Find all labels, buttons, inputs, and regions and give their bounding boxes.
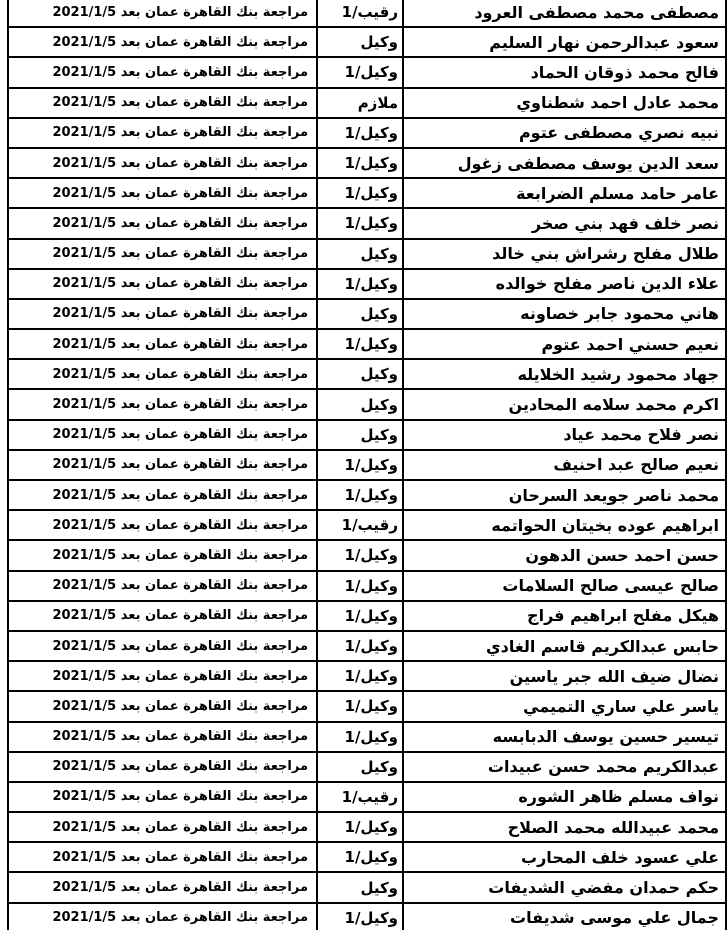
- name-cell: جمال علي موسى شديفات: [403, 903, 726, 930]
- rank-cell: وكيل/1: [317, 842, 403, 872]
- name-cell: ياسر علي ساري التميمي: [403, 691, 726, 721]
- note-cell: مراجعة بنك القاهرة عمان بعد 2021/1/5: [8, 903, 317, 930]
- note-cell: مراجعة بنك القاهرة عمان بعد 2021/1/5: [8, 842, 317, 872]
- note-cell: مراجعة بنك القاهرة عمان بعد 2021/1/5: [8, 782, 317, 812]
- table-row: [8, 480, 726, 510]
- name-cell: محمد عبيدالله محمد الصلاح: [403, 812, 726, 842]
- note-cell: مراجعة بنك القاهرة عمان بعد 2021/1/5: [8, 359, 317, 389]
- rank-cell: وكيل: [317, 359, 403, 389]
- rank-cell: وكيل/1: [317, 661, 403, 691]
- rank-cell: وكيل: [317, 239, 403, 269]
- note-cell: مراجعة بنك القاهرة عمان بعد 2021/1/5: [8, 691, 317, 721]
- rank-cell: وكيل/1: [317, 540, 403, 570]
- note-cell: مراجعة بنك القاهرة عمان بعد 2021/1/5: [8, 118, 317, 148]
- name-cell: هاني محمود جابر خصاونه: [403, 299, 726, 329]
- table-row: [8, 631, 726, 661]
- note-cell: مراجعة بنك القاهرة عمان بعد 2021/1/5: [8, 0, 317, 27]
- note-cell: مراجعة بنك القاهرة عمان بعد 2021/1/5: [8, 178, 317, 208]
- table-row: [8, 389, 726, 419]
- name-cell: محمد ناصر جويعد السرحان: [403, 480, 726, 510]
- note-cell: مراجعة بنك القاهرة عمان بعد 2021/1/5: [8, 480, 317, 510]
- name-cell: نعيم حسني احمد عتوم: [403, 329, 726, 359]
- table-row: [8, 239, 726, 269]
- name-cell: هيكل مفلح ابراهيم فراج: [403, 601, 726, 631]
- name-cell: نصر فلاح محمد عياد: [403, 420, 726, 450]
- note-cell: مراجعة بنك القاهرة عمان بعد 2021/1/5: [8, 88, 317, 118]
- rank-cell: رقيب/1: [317, 0, 403, 27]
- note-cell: مراجعة بنك القاهرة عمان بعد 2021/1/5: [8, 601, 317, 631]
- table-row: [8, 782, 726, 812]
- rank-cell: وكيل/1: [317, 450, 403, 480]
- table-row: [8, 329, 726, 359]
- rank-cell: وكيل/1: [317, 480, 403, 510]
- table-row: [8, 903, 726, 930]
- name-cell: عامر حامد مسلم الضرابعة: [403, 178, 726, 208]
- note-cell: مراجعة بنك القاهرة عمان بعد 2021/1/5: [8, 722, 317, 752]
- note-cell: مراجعة بنك القاهرة عمان بعد 2021/1/5: [8, 661, 317, 691]
- rank-cell: وكيل: [317, 27, 403, 57]
- rank-cell: وكيل: [317, 299, 403, 329]
- note-cell: مراجعة بنك القاهرة عمان بعد 2021/1/5: [8, 872, 317, 902]
- table-row: [8, 571, 726, 601]
- rank-cell: وكيل/1: [317, 118, 403, 148]
- rank-cell: وكيل: [317, 420, 403, 450]
- table-row: [8, 722, 726, 752]
- note-cell: مراجعة بنك القاهرة عمان بعد 2021/1/5: [8, 540, 317, 570]
- note-cell: مراجعة بنك القاهرة عمان بعد 2021/1/5: [8, 27, 317, 57]
- rank-cell: وكيل: [317, 389, 403, 419]
- note-cell: مراجعة بنك القاهرة عمان بعد 2021/1/5: [8, 420, 317, 450]
- name-cell: حسن احمد حسن الدهون: [403, 540, 726, 570]
- table-row: [8, 842, 726, 872]
- table-row: [8, 359, 726, 389]
- table-row: [8, 57, 726, 87]
- rank-cell: رقيب/1: [317, 782, 403, 812]
- table-row: [8, 540, 726, 570]
- rank-cell: وكيل/1: [317, 903, 403, 930]
- name-cell: جهاد محمود رشيد الخلايله: [403, 359, 726, 389]
- table-row: [8, 420, 726, 450]
- rank-cell: وكيل/1: [317, 722, 403, 752]
- table-row: [8, 269, 726, 299]
- table-row: [8, 691, 726, 721]
- name-cell: تيسير حسين يوسف الدبابسه: [403, 722, 726, 752]
- table-row: [8, 208, 726, 238]
- name-cell: علي عسود خلف المحارب: [403, 842, 726, 872]
- personnel-roster-table: [7, 0, 727, 930]
- rank-cell: ملازم: [317, 88, 403, 118]
- rank-cell: وكيل/1: [317, 329, 403, 359]
- note-cell: مراجعة بنك القاهرة عمان بعد 2021/1/5: [8, 752, 317, 782]
- rank-cell: وكيل/1: [317, 178, 403, 208]
- name-cell: حكم حمدان مفضي الشديفات: [403, 872, 726, 902]
- name-cell: طلال مفلح رشراش بني خالد: [403, 239, 726, 269]
- name-cell: سعد الدين يوسف مصطفى زغول: [403, 148, 726, 178]
- name-cell: نصر خلف فهد بني صخر: [403, 208, 726, 238]
- table-row: [8, 872, 726, 902]
- table-row: [8, 510, 726, 540]
- note-cell: مراجعة بنك القاهرة عمان بعد 2021/1/5: [8, 57, 317, 87]
- name-cell: نبيه نصري مصطفى عتوم: [403, 118, 726, 148]
- rank-cell: وكيل/1: [317, 148, 403, 178]
- note-cell: مراجعة بنك القاهرة عمان بعد 2021/1/5: [8, 208, 317, 238]
- roster-table-body: [8, 0, 726, 930]
- table-row: [8, 601, 726, 631]
- name-cell: علاء الدين ناصر مفلح خوالده: [403, 269, 726, 299]
- note-cell: مراجعة بنك القاهرة عمان بعد 2021/1/5: [8, 571, 317, 601]
- rank-cell: وكيل/1: [317, 601, 403, 631]
- rank-cell: وكيل: [317, 872, 403, 902]
- name-cell: فالح محمد ذوقان الحماد: [403, 57, 726, 87]
- table-row: [8, 752, 726, 782]
- table-row: [8, 148, 726, 178]
- rank-cell: وكيل/1: [317, 571, 403, 601]
- name-cell: نضال ضيف الله جبر ياسين: [403, 661, 726, 691]
- name-cell: مصطفى محمد مصطفى العرود: [403, 0, 726, 27]
- table-row: [8, 178, 726, 208]
- name-cell: محمد عادل احمد شطناوي: [403, 88, 726, 118]
- name-cell: ابراهيم عوده بخيتان الحواتمه: [403, 510, 726, 540]
- table-row: [8, 88, 726, 118]
- table-row: [8, 661, 726, 691]
- rank-cell: وكيل/1: [317, 691, 403, 721]
- rank-cell: وكيل/1: [317, 57, 403, 87]
- note-cell: مراجعة بنك القاهرة عمان بعد 2021/1/5: [8, 269, 317, 299]
- rank-cell: وكيل: [317, 752, 403, 782]
- note-cell: مراجعة بنك القاهرة عمان بعد 2021/1/5: [8, 812, 317, 842]
- note-cell: مراجعة بنك القاهرة عمان بعد 2021/1/5: [8, 510, 317, 540]
- table-row: [8, 812, 726, 842]
- note-cell: مراجعة بنك القاهرة عمان بعد 2021/1/5: [8, 148, 317, 178]
- table-row: [8, 450, 726, 480]
- name-cell: اكرم محمد سلامه المحادين: [403, 389, 726, 419]
- name-cell: حابس عبدالكريم قاسم الغادي: [403, 631, 726, 661]
- table-row: [8, 0, 726, 27]
- rank-cell: وكيل/1: [317, 812, 403, 842]
- note-cell: مراجعة بنك القاهرة عمان بعد 2021/1/5: [8, 239, 317, 269]
- table-row: [8, 118, 726, 148]
- table-row: [8, 27, 726, 57]
- name-cell: سعود عبدالرحمن نهار السليم: [403, 27, 726, 57]
- note-cell: مراجعة بنك القاهرة عمان بعد 2021/1/5: [8, 299, 317, 329]
- rank-cell: وكيل/1: [317, 208, 403, 238]
- rank-cell: وكيل/1: [317, 631, 403, 661]
- note-cell: مراجعة بنك القاهرة عمان بعد 2021/1/5: [8, 450, 317, 480]
- name-cell: صالح عيسى صالح السلامات: [403, 571, 726, 601]
- table-row: [8, 299, 726, 329]
- note-cell: مراجعة بنك القاهرة عمان بعد 2021/1/5: [8, 389, 317, 419]
- rank-cell: رقيب/1: [317, 510, 403, 540]
- name-cell: نعيم صالح عبد احنيف: [403, 450, 726, 480]
- name-cell: نواف مسلم ظاهر الشوره: [403, 782, 726, 812]
- note-cell: مراجعة بنك القاهرة عمان بعد 2021/1/5: [8, 329, 317, 359]
- note-cell: مراجعة بنك القاهرة عمان بعد 2021/1/5: [8, 631, 317, 661]
- name-cell: عبدالكريم محمد حسن عبيدات: [403, 752, 726, 782]
- rank-cell: وكيل/1: [317, 269, 403, 299]
